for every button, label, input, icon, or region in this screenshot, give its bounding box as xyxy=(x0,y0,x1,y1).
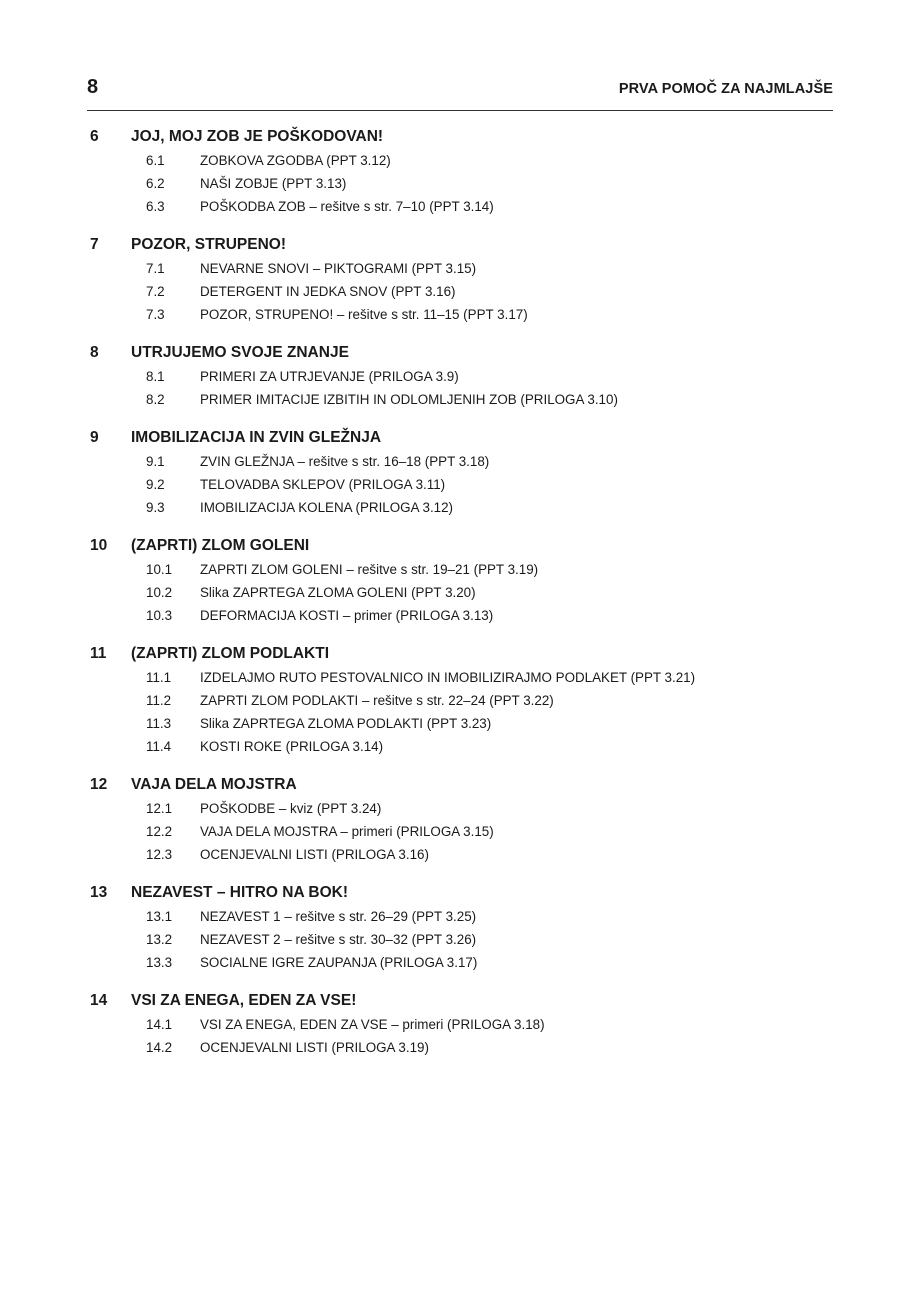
toc-entry xyxy=(90,670,830,693)
chapter-number: 13 xyxy=(90,884,108,901)
chapter-heading xyxy=(90,236,830,261)
toc-entry xyxy=(90,1017,830,1040)
entry-title: VAJA DELA MOJSTRA – primeri (PRILOGA 3.15) xyxy=(200,824,494,839)
entry-number: 11.1 xyxy=(146,670,172,685)
entry-title: ZVIN GLEŽNJA – rešitve s str. 16–18 (PPT 3.18) xyxy=(200,454,490,469)
toc-entry xyxy=(90,392,830,415)
chapter-title: POZOR, STRUPENO! xyxy=(131,236,287,253)
entry-number: 8.2 xyxy=(146,392,165,407)
chapter-heading xyxy=(90,992,830,1017)
entry-number: 6.2 xyxy=(146,176,165,191)
toc-entry xyxy=(90,562,830,585)
entry-title: TELOVADBA SKLEPOV (PRILOGA 3.11) xyxy=(200,477,446,492)
chapter-title: VSI ZA ENEGA, EDEN ZA VSE! xyxy=(131,992,357,1009)
page-number: 8 xyxy=(87,76,99,98)
chapter-heading xyxy=(90,645,830,670)
entry-number: 13.1 xyxy=(146,909,173,924)
toc-entry xyxy=(90,307,830,330)
chapter-7 xyxy=(90,236,830,330)
chapter-heading xyxy=(90,537,830,562)
toc-entry xyxy=(90,909,830,932)
entry-title: DETERGENT IN JEDKA SNOV (PPT 3.16) xyxy=(200,284,456,299)
running-title: PRVA POMOČ ZA NAJMLAJŠE xyxy=(618,81,833,97)
entry-number: 10.3 xyxy=(146,608,173,623)
chapter-12 xyxy=(90,776,830,870)
entry-title: NEZAVEST 2 – rešitve s str. 30–32 (PPT 3.26) xyxy=(200,932,477,947)
chapter-title: IMOBILIZACIJA IN ZVIN GLEŽNJA xyxy=(131,429,382,446)
chapter-title: VAJA DELA MOJSTRA xyxy=(131,776,297,793)
chapter-8 xyxy=(90,344,830,415)
chapter-heading xyxy=(90,429,830,454)
chapter-6 xyxy=(90,128,830,222)
chapter-heading xyxy=(90,344,830,369)
toc-entry xyxy=(90,693,830,716)
entry-title: KOSTI ROKE (PRILOGA 3.14) xyxy=(200,739,384,754)
chapter-title: NEZAVEST – HITRO NA BOK! xyxy=(131,884,349,901)
chapter-title: (ZAPRTI) ZLOM GOLENI xyxy=(131,537,310,554)
toc-entry xyxy=(90,1040,830,1063)
table-of-contents xyxy=(90,128,830,1077)
toc-entry xyxy=(90,477,830,500)
entry-number: 10.2 xyxy=(146,585,173,600)
entry-title: VSI ZA ENEGA, EDEN ZA VSE – primeri (PRILOGA 3.18) xyxy=(200,1017,545,1032)
entry-number: 8.1 xyxy=(146,369,165,384)
entry-number: 13.2 xyxy=(146,932,173,947)
entry-title: IMOBILIZACIJA KOLENA (PRILOGA 3.12) xyxy=(200,500,454,515)
entry-number: 14.2 xyxy=(146,1040,173,1055)
toc-entry xyxy=(90,801,830,824)
entry-number: 9.2 xyxy=(146,477,165,492)
chapter-9 xyxy=(90,429,830,523)
entry-title: NEZAVEST 1 – rešitve s str. 26–29 (PPT 3.25) xyxy=(200,909,477,924)
entry-title: ZOBKOVA ZGODBA (PPT 3.12) xyxy=(200,153,391,168)
entry-title: PRIMER IMITACIJE IZBITIH IN ODLOMLJENIH ZOB (PRILOGA 3.10) xyxy=(200,392,618,407)
chapter-heading xyxy=(90,776,830,801)
toc-entry xyxy=(90,284,830,307)
chapter-11 xyxy=(90,645,830,762)
entry-title: POŠKODBE – kviz (PPT 3.24) xyxy=(200,801,382,816)
chapter-number: 11 xyxy=(90,645,107,662)
chapter-number: 6 xyxy=(90,128,99,145)
entry-number: 7.1 xyxy=(146,261,165,276)
toc-entry xyxy=(90,369,830,392)
toc-entry xyxy=(90,739,830,762)
entry-title: NAŠI ZOBJE (PPT 3.13) xyxy=(200,176,347,191)
entry-number: 11.3 xyxy=(146,716,172,731)
entry-title: OCENJEVALNI LISTI (PRILOGA 3.16) xyxy=(200,847,429,862)
entry-title: POZOR, STRUPENO! – rešitve s str. 11–15 (PPT 3.17) xyxy=(200,307,528,322)
toc-entry xyxy=(90,585,830,608)
entry-number: 13.3 xyxy=(146,955,173,970)
entry-number: 12.1 xyxy=(146,801,173,816)
chapter-heading xyxy=(90,128,830,153)
toc-entry xyxy=(90,608,830,631)
entry-title: IZDELAJMO RUTO PESTOVALNICO IN IMOBILIZIRAJMO PODLAKET (PPT 3.21) xyxy=(200,670,696,685)
entry-number: 7.3 xyxy=(146,307,165,322)
entry-title: Slika ZAPRTEGA ZLOMA GOLENI (PPT 3.20) xyxy=(200,585,476,600)
entry-title: Slika ZAPRTEGA ZLOMA PODLAKTI (PPT 3.23) xyxy=(200,716,492,731)
entry-title: ZAPRTI ZLOM GOLENI – rešitve s str. 19–21 (PPT 3.19) xyxy=(200,562,539,577)
chapter-number: 9 xyxy=(90,429,99,446)
entry-number: 9.3 xyxy=(146,500,165,515)
chapter-title: UTRJUJEMO SVOJE ZNANJE xyxy=(131,344,349,361)
entry-number: 12.3 xyxy=(146,847,173,862)
entry-title: SOCIALNE IGRE ZAUPANJA (PRILOGA 3.17) xyxy=(200,955,478,970)
chapter-number: 7 xyxy=(90,236,99,253)
chapter-number: 10 xyxy=(90,537,108,554)
chapter-title: (ZAPRTI) ZLOM PODLAKTI xyxy=(131,645,330,662)
page-header xyxy=(87,76,833,111)
toc-entry xyxy=(90,824,830,847)
entry-title: PRIMERI ZA UTRJEVANJE (PRILOGA 3.9) xyxy=(200,369,459,384)
entry-title: OCENJEVALNI LISTI (PRILOGA 3.19) xyxy=(200,1040,429,1055)
toc-entry xyxy=(90,261,830,284)
entry-number: 9.1 xyxy=(146,454,165,469)
toc-entry xyxy=(90,153,830,176)
entry-number: 7.2 xyxy=(146,284,165,299)
entry-number: 6.3 xyxy=(146,199,165,214)
entry-number: 11.4 xyxy=(146,739,172,754)
entry-number: 11.2 xyxy=(146,693,172,708)
entry-title: ZAPRTI ZLOM PODLAKTI – rešitve s str. 22–24 (PPT 3.22) xyxy=(200,693,554,708)
chapter-number: 14 xyxy=(90,992,108,1009)
toc-entry xyxy=(90,199,830,222)
toc-entry xyxy=(90,955,830,978)
toc-entry xyxy=(90,847,830,870)
chapter-number: 12 xyxy=(90,776,108,793)
toc-entry xyxy=(90,932,830,955)
chapter-number: 8 xyxy=(90,344,99,361)
toc-entry xyxy=(90,176,830,199)
entry-number: 6.1 xyxy=(146,153,165,168)
entry-title: NEVARNE SNOVI – PIKTOGRAMI (PPT 3.15) xyxy=(200,261,477,276)
chapter-title: JOJ, MOJ ZOB JE POŠKODOVAN! xyxy=(131,128,384,145)
toc-entry xyxy=(90,500,830,523)
chapter-14 xyxy=(90,992,830,1063)
entry-number: 14.1 xyxy=(146,1017,173,1032)
entry-title: DEFORMACIJA KOSTI – primer (PRILOGA 3.13) xyxy=(200,608,494,623)
chapter-10 xyxy=(90,537,830,631)
toc-entry xyxy=(90,716,830,739)
toc-entry xyxy=(90,454,830,477)
entry-number: 10.1 xyxy=(146,562,173,577)
entry-title: POŠKODBA ZOB – rešitve s str. 7–10 (PPT 3.14) xyxy=(200,199,494,214)
entry-number: 12.2 xyxy=(146,824,173,839)
chapter-heading xyxy=(90,884,830,909)
chapter-13 xyxy=(90,884,830,978)
